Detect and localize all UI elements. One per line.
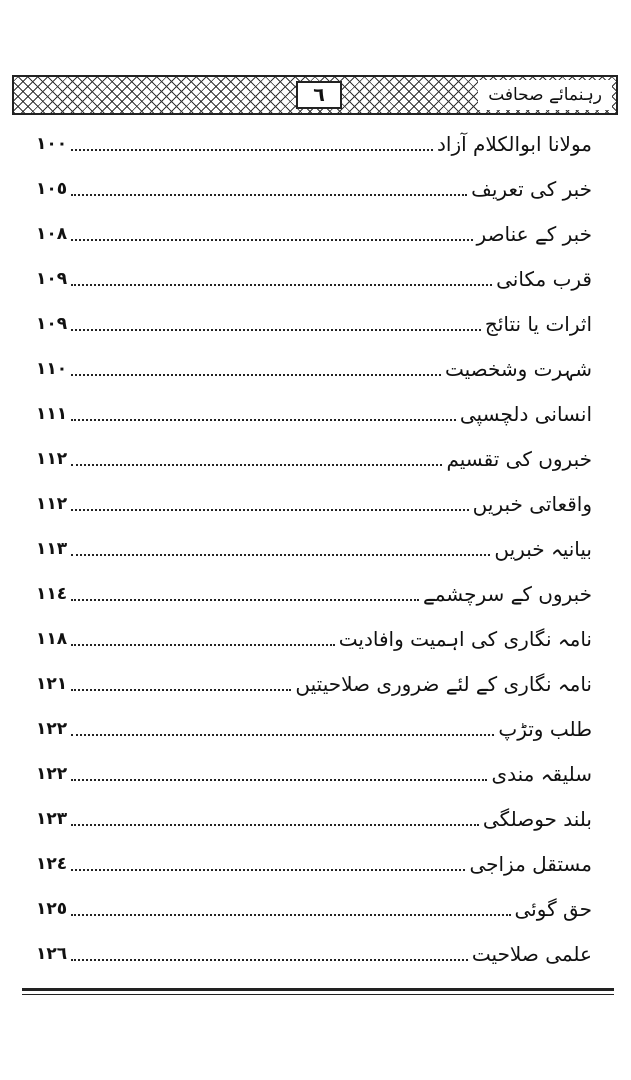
dot-leader — [71, 374, 441, 376]
dot-leader — [71, 734, 494, 736]
toc-entry[interactable] — [36, 215, 592, 249]
toc-entry-page: ١٢٢ — [36, 764, 68, 784]
toc-entry[interactable] — [36, 260, 592, 294]
footer-rule — [22, 988, 614, 991]
dot-leader — [71, 149, 433, 151]
dot-leader — [71, 959, 468, 961]
toc-entry-page: ١٠٠ — [36, 134, 68, 154]
toc-entry-page: ١١١ — [36, 404, 68, 424]
dot-leader — [71, 644, 335, 646]
toc-entry-title: انسانی دلچسپی — [459, 402, 592, 426]
toc-entry[interactable] — [36, 170, 592, 204]
dot-leader — [71, 599, 419, 601]
toc-entry-page: ١١٤ — [36, 584, 68, 604]
toc-entry[interactable] — [36, 395, 592, 429]
toc-entry-title: قرب مکانی — [496, 267, 592, 291]
toc-entry[interactable] — [36, 305, 592, 339]
toc-entry-title: بلند حوصلگی — [482, 807, 592, 831]
dot-leader — [71, 554, 490, 556]
toc-entry-title: اثرات یا نتائج — [484, 312, 592, 336]
toc-entry-page: ١١٢ — [36, 494, 68, 514]
dot-leader — [71, 509, 469, 511]
toc-entry-title: سلیقہ مندی — [491, 762, 592, 786]
toc-entry-title: خبروں کی تقسیم — [446, 447, 592, 471]
toc-entry[interactable] — [36, 890, 592, 924]
toc-entry-title: بیانیہ خبریں — [494, 537, 592, 561]
dot-leader — [71, 779, 487, 781]
toc-entry-title: خبر کے عناصر — [476, 222, 592, 246]
toc-entry-title: علمی صلاحیت — [471, 942, 592, 966]
footer-rule — [22, 994, 614, 995]
toc-entry[interactable] — [36, 440, 592, 474]
toc-entry[interactable] — [36, 350, 592, 384]
book-title: رہنمائے صحافت — [478, 80, 612, 110]
running-header — [12, 75, 618, 115]
toc-entry-title: خبروں کے سرچشمے — [422, 582, 592, 606]
toc-entry-title: مولانا ابوالکلام آزاد — [437, 132, 592, 156]
toc-entry-page: ١٠٩ — [36, 269, 68, 289]
dot-leader — [71, 419, 456, 421]
toc-entry-page: ١٢١ — [36, 674, 68, 694]
toc-entry[interactable] — [36, 935, 592, 969]
dot-leader — [71, 869, 465, 871]
toc-entry-title: شہرت وشخصیت — [444, 357, 592, 381]
dot-leader — [71, 689, 291, 691]
toc-entry-title: واقعاتی خبریں — [472, 492, 592, 516]
dot-leader — [71, 284, 492, 286]
toc-entry-page: ١١٣ — [36, 539, 68, 559]
dot-leader — [71, 194, 467, 196]
toc-entry-page: ١٠٨ — [36, 224, 68, 244]
toc-entry[interactable] — [36, 755, 592, 789]
toc-entry[interactable] — [36, 575, 592, 609]
toc-entry-page: ١١٨ — [36, 629, 68, 649]
toc-entry-page: ١٢٤ — [36, 854, 68, 874]
page-number: ٦ — [296, 81, 342, 109]
toc-entry-page: ١١٢ — [36, 449, 68, 469]
toc-entry[interactable] — [36, 530, 592, 564]
dot-leader — [71, 329, 481, 331]
toc-entry[interactable] — [36, 710, 592, 744]
toc-entry[interactable] — [36, 800, 592, 834]
toc-entry[interactable] — [36, 620, 592, 654]
toc-entry-title: نامہ نگاری کے لئے ضروری صلاحیتیں — [295, 672, 592, 696]
toc-entry-title: طلب وتڑپ — [498, 717, 592, 741]
toc-entry[interactable] — [36, 485, 592, 519]
toc-entry-title: حق گوئی — [514, 897, 592, 921]
toc-entry-page: ١٠٩ — [36, 314, 68, 334]
toc-entry-page: ١٢٢ — [36, 719, 68, 739]
dot-leader — [71, 914, 510, 916]
toc-entry-page: ١٢٣ — [36, 809, 68, 829]
toc-entry[interactable] — [36, 125, 592, 159]
toc-entry-page: ١٠٥ — [36, 179, 68, 199]
toc-entry-title: نامہ نگاری کی اہمیت وافادیت — [338, 627, 592, 651]
dot-leader — [71, 824, 479, 826]
toc-entry-title: مستقل مزاجی — [469, 852, 592, 876]
toc-entry[interactable] — [36, 665, 592, 699]
dot-leader — [71, 239, 472, 241]
toc-entry-page: ١٢٥ — [36, 899, 68, 919]
toc-entry-title: خبر کی تعریف — [471, 177, 592, 201]
toc-entry-page: ١١٠ — [36, 359, 68, 379]
toc-entry-page: ١٢٦ — [36, 944, 68, 964]
dot-leader — [71, 464, 442, 466]
toc-entry[interactable] — [36, 845, 592, 879]
